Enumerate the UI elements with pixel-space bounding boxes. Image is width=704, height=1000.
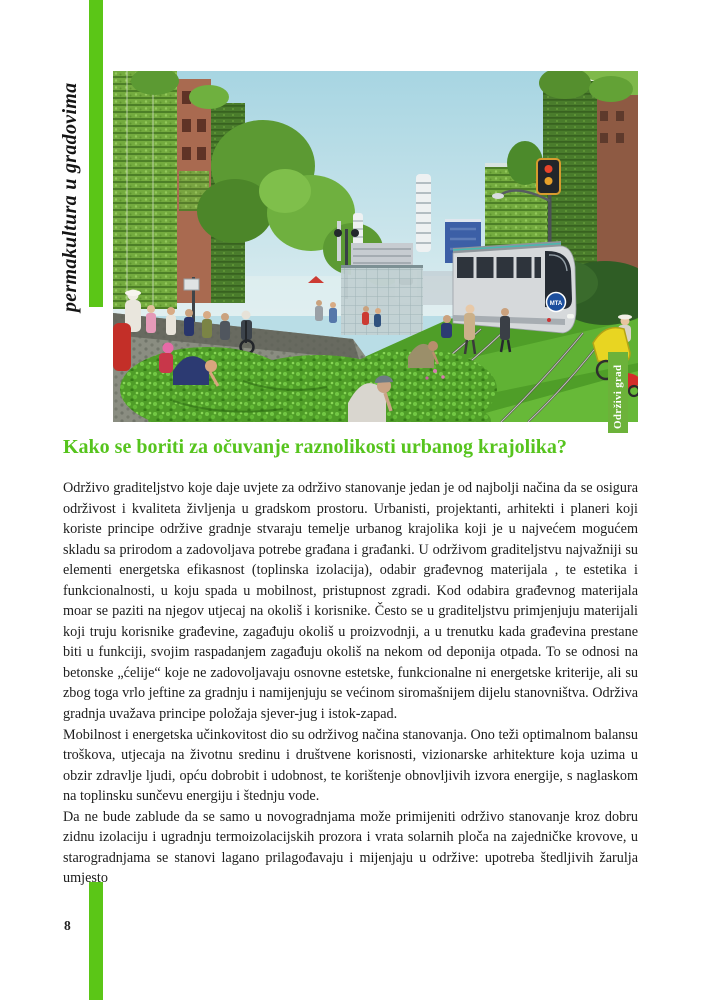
article-heading: Kako se boriti za očuvanje raznolikosti urbanog krajolika?: [63, 436, 567, 458]
page-number: 8: [64, 918, 71, 933]
urban-permaculture-photo: [113, 71, 638, 422]
article-paragraph-3: Da ne bude zablude da se samo u novogradnjama može primijeniti održivo stanovanje kroz dobru zidnu izolaciju i ugradnju termoizolacijskih prozora i vrata solarnih ploča na zajedničke krovove, u starogradnjama se stanovi lagano prilagođavaju i mijenjaju u održive: upotreba štedljivih žarulja umjesto: [63, 808, 638, 887]
photo-caption-ribbon: [608, 352, 628, 433]
tram-logo: MTA: [549, 300, 563, 307]
section-vertical-title: permakultura u gradovima: [59, 82, 81, 312]
article-body: [63, 478, 638, 889]
accent-bar-top: [89, 0, 103, 307]
article-paragraph-2: Mobilnost i energetska učinkovitost dio su održivog načina stanovanja. Ono teži optimalnom balansu troškova, utjecaja na životnu sredinu i društvene korisnosti, vizionarske arhitekture koja uzima u obzir zdravlje ljudi, opću dobrobit i udobnost, te korištenje obnovljivih izvora energije, s naglaskom na toplinsku sunčevu energiju i štednju vode.: [63, 726, 638, 805]
article-paragraph-1: Održivo graditeljstvo koje daje uvjete za održivo stanovanje jedan je od najbolji načina da se osigura održivost i kvaliteta življenja u gradskom prostoru. Urbanisti, projektanti, arhitekti i planeri koji koriste principe održive gradnje stvaraju temelje urbanog krajolika koji je u najvećem mogućem skladu sa prirodom a zadovoljava potrebe građana i građanki. U održivom graditeljstvu najvažniji su elementi energetska efikasnost (toplinska izolacija), odabir građevnog materijala , te estetika i funkcionalnosti, u koju spada u mobilnost, pristupnost zgradi. Kod odabira građevnog materijala moar se paziti na njegov utjecaj na okoliš i korisnike. Često se u graditeljstvu primjenjuju materijali koji truju korisnike građevine, zagađuju okoliš u proizvodnji, a u trenutku kada građevina prestane biti u funkciji, svojim raspadanjem zagađuju okoliš na nekom od deponija otpada. To se odnosi na betonske „ćelije“ koje ne zadovoljavaju osnovne estetske, funkcionalne ni energetske kriterije, ali su zbog toga vrlo jeftine za gradnju i namijenjuju se većinom siromašnijem dijelu stanovništva. Održiva gradnja uvažava principe položaja sjever-jug i istok-zapad.: [63, 480, 638, 723]
photo-illustration: [113, 71, 638, 422]
photo-caption-label: Održivi grad: [612, 364, 624, 429]
accent-bar-bottom: [89, 882, 103, 1000]
